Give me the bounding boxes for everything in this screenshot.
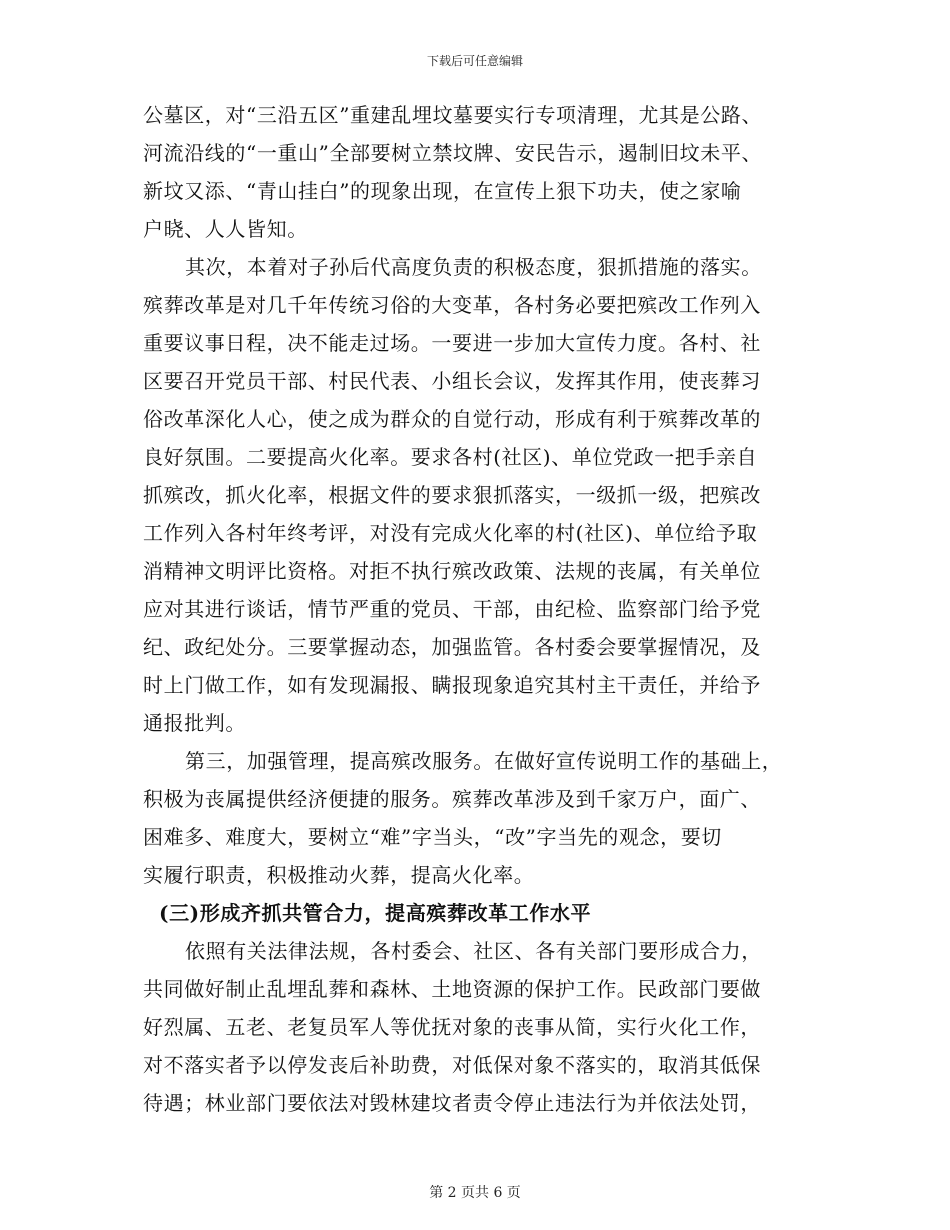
text-line: 时上门做工作，如有发现漏报、瞒报现象追究其村主干责任，并给予: [143, 673, 761, 697]
text-line: 通报批判。: [143, 711, 246, 735]
text-line: 纪、政纪处分。三要掌握动态，加强监管。各村委会要掌握情况，及: [143, 635, 761, 659]
text-line: 应对其进行谈话，情节严重的党员、干部，由纪检、监察部门给予党: [143, 597, 761, 621]
text-line: 好烈属、五老、老复员军人等优抚对象的丧事从简，实行火化工作，: [143, 1015, 761, 1039]
text-line: 良好氛围。二要提高火化率。要求各村(社区)、单位党政一把手亲自: [143, 445, 758, 469]
text-line: 河流沿线的“一重山”全部要树立禁坟牌、安民告示，遏制旧坟未平、: [143, 141, 763, 165]
text-line: 工作列入各村年终考评，对没有完成火化率的村(社区)、单位给予取: [143, 521, 758, 545]
text-line: 对不落实者予以停发丧后补助费，对低保对象不落实的，取消其低保: [143, 1053, 761, 1077]
page-footer: 第 2 页共 6 页: [429, 1185, 521, 1201]
text-line: 区要召开党员干部、村民代表、小组长会议，发挥其作用，使丧葬习: [143, 369, 761, 393]
text-line: 消精神文明评比资格。对拒不执行殡改政策、法规的丧属，有关单位: [143, 559, 761, 583]
paragraph-start: 其次，本着对子孙后代高度负责的积极态度，狠抓措施的落实。: [185, 255, 762, 279]
document-body: [143, 96, 811, 1122]
text-line: 公墓区，对“三沿五区”重建乱埋坟墓要实行专项清理，尤其是公路、: [143, 103, 763, 127]
section-heading: (三)形成齐抓共管合力，提高殡葬改革工作水平: [159, 901, 592, 925]
text-line: 抓殡改，抓火化率，根据文件的要求狠抓落实，一级抓一级，把殡改: [143, 483, 761, 507]
text-line: 困难多、难度大，要树立“难”字当头，“改”字当先的观念，要切: [143, 825, 722, 849]
text-line: 户晓、人人皆知。: [143, 217, 308, 241]
text-line: 新坟又添、“青山挂白”的现象出现，在宣传上狠下功夫，使之家喻: [143, 179, 742, 203]
text-line: 待遇；林业部门要依法对毁林建坟者责令停止违法行为并依法处罚，: [143, 1091, 761, 1115]
page-header: 下载后可任意编辑: [426, 54, 523, 68]
paragraph-start: 依照有关法律法规，各村委会、社区、各有关部门要形成合力，: [185, 939, 762, 963]
text-line: 共同做好制止乱埋乱葬和森林、土地资源的保护工作。民政部门要做: [143, 977, 761, 1001]
text-line: 重要议事日程，决不能走过场。一要进一步加大宣传力度。各村、社: [143, 331, 761, 355]
text-line: 殡葬改革是对几千年传统习俗的大变革，各村务必要把殡改工作列入: [143, 293, 761, 317]
text-line: 俗改革深化人心，使之成为群众的自觉行动，形成有利于殡葬改革的: [143, 407, 761, 431]
text-line: 实履行职责，积极推动火葬，提高火化率。: [143, 863, 535, 887]
paragraph-start: 第三，加强管理，提高殡改服务。在做好宣传说明工作的基础上，: [185, 749, 783, 773]
text-line: 积极为丧属提供经济便捷的服务。殡葬改革涉及到千家万户，面广、: [143, 787, 761, 811]
